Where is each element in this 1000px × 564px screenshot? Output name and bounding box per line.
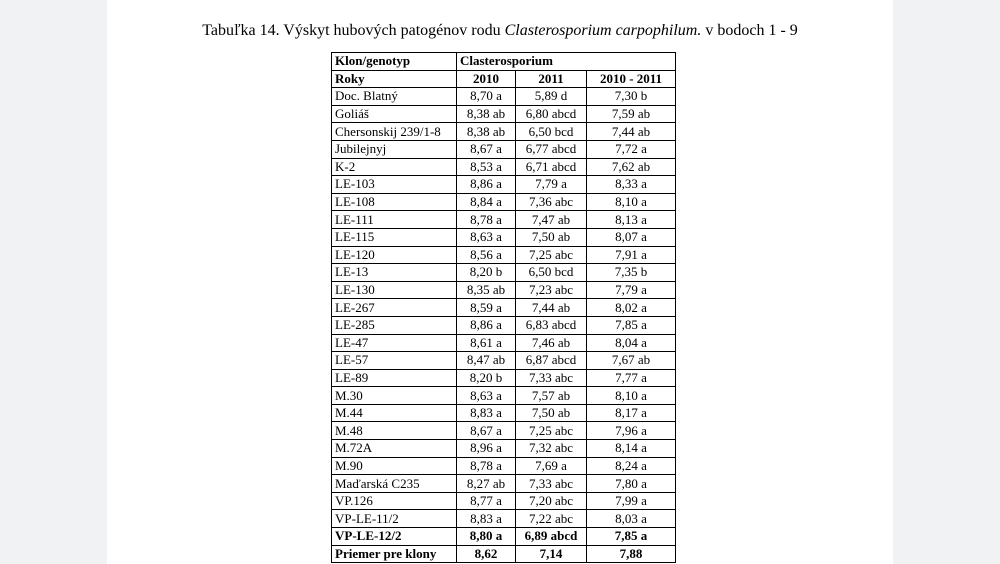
- table-row: [332, 299, 676, 317]
- cell-2011: 6,87 abcd: [516, 352, 587, 370]
- cell-2011: 7,23 abc: [516, 281, 587, 299]
- cell-2011: 6,50 bcd: [516, 123, 587, 141]
- cell-genotype: Goliáš: [332, 105, 457, 123]
- cell-2010-2011: 7,99 a: [587, 492, 676, 510]
- cell-2010: 8,84 a: [457, 193, 516, 211]
- cell-genotype: LE-130: [332, 281, 457, 299]
- cell-genotype: Maďarská C235: [332, 475, 457, 493]
- cell-2010-2011: 8,14 a: [587, 440, 676, 458]
- caption-suffix: v bodoch 1 - 9: [701, 22, 798, 39]
- table-row: [332, 105, 676, 123]
- table-row: [332, 140, 676, 158]
- cell-genotype: LE-89: [332, 369, 457, 387]
- cell-genotype: LE-111: [332, 211, 457, 229]
- cell-2010-2011: 7,91 a: [587, 246, 676, 264]
- cell-2010-2011: 7,80 a: [587, 475, 676, 493]
- table-row: [332, 334, 676, 352]
- cell-genotype: LE-57: [332, 352, 457, 370]
- table-row: [332, 88, 676, 106]
- header-klon-genotyp: Klon/genotyp: [332, 53, 457, 71]
- cell-2011: 7,25 abc: [516, 246, 587, 264]
- cell-2010: 8,86 a: [457, 176, 516, 194]
- cell-2010: 8,59 a: [457, 299, 516, 317]
- cell-genotype: LE-285: [332, 316, 457, 334]
- header-clasterosporium: Clasterosporium: [457, 53, 676, 71]
- data-table: [331, 52, 676, 563]
- table-row: [332, 369, 676, 387]
- cell-2010: 8,35 ab: [457, 281, 516, 299]
- document-page: [107, 0, 893, 564]
- cell-2010: 8,61 a: [457, 334, 516, 352]
- cell-2010-2011: 7,67 ab: [587, 352, 676, 370]
- cell-2010-2011: 7,59 ab: [587, 105, 676, 123]
- cell-genotype: M.72A: [332, 440, 457, 458]
- cell-2010: 8,27 ab: [457, 475, 516, 493]
- cell-2010: 8,38 ab: [457, 123, 516, 141]
- cell-2011: 7,25 abc: [516, 422, 587, 440]
- cell-2011: 7,46 ab: [516, 334, 587, 352]
- cell-2010-2011: 7,96 a: [587, 422, 676, 440]
- cell-2010: 8,20 b: [457, 369, 516, 387]
- cell-2010-2011: 7,44 ab: [587, 123, 676, 141]
- cell-2010-2011: 8,24 a: [587, 457, 676, 475]
- cell-2010: 8,63 a: [457, 228, 516, 246]
- cell-2010: 8,67 a: [457, 422, 516, 440]
- table-row: [332, 281, 676, 299]
- header-2010: 2010: [457, 70, 516, 88]
- cell-2010-2011: 8,13 a: [587, 211, 676, 229]
- cell-genotype: Priemer pre klony: [332, 545, 457, 563]
- cell-2010-2011: 7,62 ab: [587, 158, 676, 176]
- cell-2010: 8,86 a: [457, 316, 516, 334]
- cell-genotype: M.44: [332, 404, 457, 422]
- cell-2011: 7,50 ab: [516, 404, 587, 422]
- cell-genotype: LE-103: [332, 176, 457, 194]
- cell-2010-2011: 7,30 b: [587, 88, 676, 106]
- cell-2011: 6,50 bcd: [516, 264, 587, 282]
- cell-2011: 7,44 ab: [516, 299, 587, 317]
- header-2011: 2011: [516, 70, 587, 88]
- header-row-2: [332, 70, 676, 88]
- cell-2010-2011: 7,79 a: [587, 281, 676, 299]
- cell-2010-2011: 8,10 a: [587, 387, 676, 405]
- table-caption: [107, 22, 893, 40]
- header-roky: Roky: [332, 70, 457, 88]
- cell-2010-2011: 7,35 b: [587, 264, 676, 282]
- caption-prefix: Tabuľka 14. Výskyt hubových patogénov rodu: [202, 22, 505, 39]
- cell-genotype: Jubilejnyj: [332, 140, 457, 158]
- cell-2011: 7,69 a: [516, 457, 587, 475]
- cell-2010: 8,53 a: [457, 158, 516, 176]
- table-row: [332, 422, 676, 440]
- cell-2011: 7,20 abc: [516, 492, 587, 510]
- cell-2010-2011: 8,17 a: [587, 404, 676, 422]
- cell-genotype: M.30: [332, 387, 457, 405]
- table-row: [332, 457, 676, 475]
- table-row: [332, 264, 676, 282]
- cell-2010: 8,77 a: [457, 492, 516, 510]
- cell-2011: 6,77 abcd: [516, 140, 587, 158]
- cell-genotype: LE-267: [332, 299, 457, 317]
- cell-2010-2011: 8,02 a: [587, 299, 676, 317]
- cell-genotype: VP.126: [332, 492, 457, 510]
- cell-2010-2011: 8,33 a: [587, 176, 676, 194]
- cell-genotype: LE-108: [332, 193, 457, 211]
- table-body: [332, 88, 676, 563]
- table-row: [332, 211, 676, 229]
- table-row: [332, 316, 676, 334]
- cell-genotype: LE-115: [332, 228, 457, 246]
- cell-2011: 5,89 d: [516, 88, 587, 106]
- cell-genotype: LE-47: [332, 334, 457, 352]
- table-row: [332, 545, 676, 563]
- cell-genotype: Doc. Blatný: [332, 88, 457, 106]
- cell-2010-2011: 7,85 a: [587, 528, 676, 546]
- cell-2011: 7,79 a: [516, 176, 587, 194]
- table-row: [332, 492, 676, 510]
- table-row: [332, 510, 676, 528]
- cell-2010: 8,67 a: [457, 140, 516, 158]
- cell-genotype: LE-120: [332, 246, 457, 264]
- cell-2011: 7,47 ab: [516, 211, 587, 229]
- cell-2010-2011: 7,72 a: [587, 140, 676, 158]
- cell-2010: 8,63 a: [457, 387, 516, 405]
- table-row: [332, 440, 676, 458]
- table-row: [332, 352, 676, 370]
- cell-2011: 6,83 abcd: [516, 316, 587, 334]
- cell-2010: 8,47 ab: [457, 352, 516, 370]
- cell-genotype: VP-LE-11/2: [332, 510, 457, 528]
- cell-2010: 8,80 a: [457, 528, 516, 546]
- cell-2010: 8,96 a: [457, 440, 516, 458]
- cell-2010: 8,83 a: [457, 510, 516, 528]
- table-row: [332, 123, 676, 141]
- header-row-1: [332, 53, 676, 71]
- table-row: [332, 404, 676, 422]
- cell-2010: 8,20 b: [457, 264, 516, 282]
- cell-2011: 7,57 ab: [516, 387, 587, 405]
- table-row: [332, 158, 676, 176]
- cell-2011: 6,80 abcd: [516, 105, 587, 123]
- cell-genotype: VP-LE-12/2: [332, 528, 457, 546]
- caption-species: Clasterosporium carpophilum.: [504, 22, 702, 39]
- cell-2011: 7,22 abc: [516, 510, 587, 528]
- cell-genotype: Chersonskij 239/1-8: [332, 123, 457, 141]
- cell-genotype: K-2: [332, 158, 457, 176]
- cell-2010-2011: 7,88: [587, 545, 676, 563]
- table-row: [332, 193, 676, 211]
- cell-2010: 8,78 a: [457, 211, 516, 229]
- cell-2010: 8,56 a: [457, 246, 516, 264]
- cell-2011: 7,14: [516, 545, 587, 563]
- cell-2011: 7,36 abc: [516, 193, 587, 211]
- cell-2010-2011: 8,04 a: [587, 334, 676, 352]
- cell-2010: 8,70 a: [457, 88, 516, 106]
- cell-2011: 6,89 abcd: [516, 528, 587, 546]
- cell-2010: 8,62: [457, 545, 516, 563]
- cell-genotype: LE-13: [332, 264, 457, 282]
- cell-2010-2011: 8,07 a: [587, 228, 676, 246]
- cell-2011: 6,71 abcd: [516, 158, 587, 176]
- cell-2011: 7,50 ab: [516, 228, 587, 246]
- table-row: [332, 528, 676, 546]
- cell-genotype: M.48: [332, 422, 457, 440]
- cell-genotype: M.90: [332, 457, 457, 475]
- cell-2010: 8,83 a: [457, 404, 516, 422]
- cell-2010-2011: 7,85 a: [587, 316, 676, 334]
- table-row: [332, 387, 676, 405]
- header-2010-2011: 2010 - 2011: [587, 70, 676, 88]
- cell-2010-2011: 8,10 a: [587, 193, 676, 211]
- table-row: [332, 176, 676, 194]
- cell-2010: 8,78 a: [457, 457, 516, 475]
- cell-2011: 7,33 abc: [516, 369, 587, 387]
- cell-2010-2011: 7,77 a: [587, 369, 676, 387]
- table-row: [332, 228, 676, 246]
- cell-2010: 8,38 ab: [457, 105, 516, 123]
- cell-2011: 7,32 abc: [516, 440, 587, 458]
- cell-2010-2011: 8,03 a: [587, 510, 676, 528]
- table-row: [332, 246, 676, 264]
- cell-2011: 7,33 abc: [516, 475, 587, 493]
- table-row: [332, 475, 676, 493]
